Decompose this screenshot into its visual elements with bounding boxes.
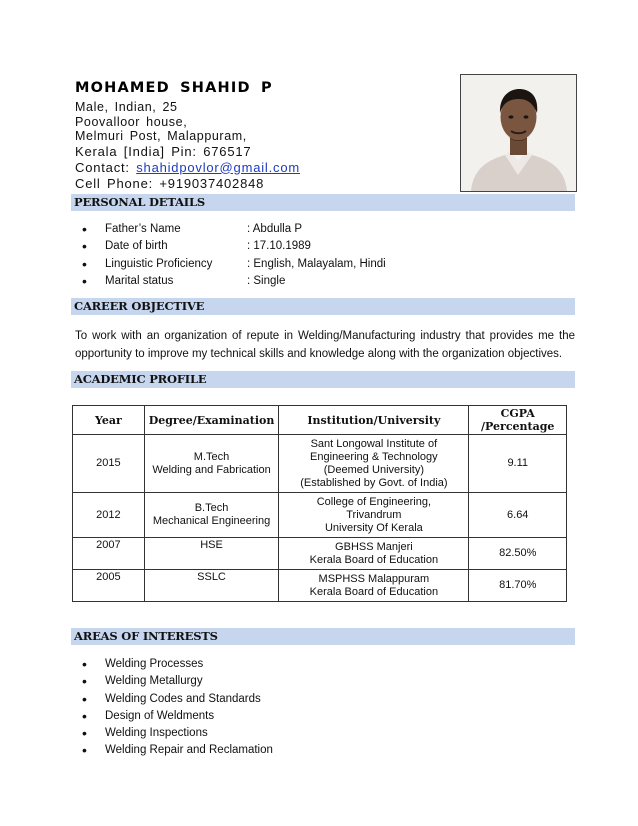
table-row (73, 570, 567, 602)
cell-score: 82.50% (469, 538, 567, 570)
institution-line: MSPHSS Malappuram (318, 572, 430, 585)
candidate-name: MOHAMED SHAHID P (75, 80, 273, 96)
section-career-objective: CAREER OBJECTIVE (71, 298, 575, 315)
list-item (82, 256, 386, 273)
detail-value: : Single (247, 274, 286, 287)
table-row (73, 435, 567, 493)
list-item: • Welding Processes (82, 656, 273, 673)
detail-label: Marital status (105, 274, 174, 287)
cell-institution (279, 538, 469, 570)
institution-line: Engineering & Technology (310, 450, 438, 463)
address-line-2: Melmuri Post, Malappuram, (75, 129, 247, 143)
list-item (82, 221, 386, 238)
personal-details-list (82, 221, 386, 290)
profile-photo (460, 74, 577, 192)
degree-line: Welding and Fabrication (152, 463, 271, 476)
degree-line: SSLC (197, 571, 226, 583)
list-item: • Welding Repair and Reclamation (82, 742, 273, 759)
header-score: CGPA /Percentage (469, 406, 567, 435)
list-item (82, 238, 386, 255)
detail-value: : 17.10.1989 (247, 240, 311, 253)
cell-score: 6.64 (469, 493, 567, 538)
cell-degree (144, 538, 278, 570)
header-year: Year (73, 406, 145, 435)
section-areas-of-interests: AREAS OF INTERESTS (71, 628, 575, 645)
demographics-line: Male, Indian, 25 (75, 100, 178, 114)
detail-label: Date of birth (105, 240, 168, 253)
list-item (82, 273, 386, 290)
detail-label: Father’s Name (105, 223, 181, 235)
contact-line (75, 160, 455, 176)
cell-institution (279, 435, 469, 493)
email-link[interactable]: shahidpovlor@gmail.com (136, 159, 300, 175)
cell-score: 9.11 (469, 435, 567, 493)
degree-line: HSE (200, 539, 223, 551)
cell-degree (144, 435, 278, 493)
institution-line: College of Engineering, (316, 495, 432, 508)
institution-line: (Established by Govt. of India) (300, 476, 448, 489)
degree-line: Mechanical Engineering (152, 515, 271, 527)
phone-line: Cell Phone: +919037402848 (75, 175, 265, 191)
detail-value: : Abdulla P (247, 223, 302, 235)
degree-line: B.Tech (194, 502, 229, 514)
interests-list (82, 656, 273, 760)
cell-degree (144, 493, 278, 538)
list-item: • Welding Metallurgy (82, 673, 273, 690)
detail-label: Linguistic Proficiency (105, 257, 213, 270)
cell-year: 2007 (73, 538, 145, 570)
cell-institution (279, 493, 469, 538)
institution-line: Trivandrum (346, 508, 402, 521)
detail-value: : English, Malayalam, Hindi (247, 257, 386, 270)
cell-year: 2012 (73, 493, 145, 538)
list-item: • Welding Inspections (82, 725, 273, 742)
table-header-row (73, 406, 567, 435)
academic-table (72, 405, 567, 602)
institution-line: Kerala Board of Education (309, 585, 439, 598)
cell-score: 81.70% (469, 570, 567, 602)
cell-year: 2005 (73, 570, 145, 602)
list-item: • Welding Codes and Standards (82, 691, 273, 708)
header-degree: Degree/Examination (144, 406, 278, 435)
contact-header (75, 80, 455, 192)
career-objective-text: To work with an organization of repute in Welding/Manufacturing industry that provides me the opportunity to improve my technical skills and knowledge along with the organization objectives. (75, 330, 575, 360)
address-line-1: Poovalloor house, (75, 114, 188, 129)
cell-degree (144, 570, 278, 602)
list-item: • Design of Weldments (82, 708, 273, 725)
institution-line: GBHSS Manjeri (335, 540, 413, 553)
section-personal-details: PERSONAL DETAILS (71, 194, 575, 211)
contact-label: Contact: (75, 159, 137, 175)
institution-line: University Of Kerala (324, 521, 423, 534)
institution-line: Kerala Board of Education (309, 553, 439, 566)
address-line-3: Kerala [India] Pin: 676517 (75, 143, 252, 159)
cell-year: 2015 (73, 435, 145, 493)
institution-line: (Deemed University) (323, 463, 424, 476)
portrait-image (461, 75, 576, 191)
table-row (73, 538, 567, 570)
table-row (73, 493, 567, 538)
cell-institution (279, 570, 469, 602)
degree-line: M.Tech (193, 450, 230, 463)
institution-line: Sant Longowal Institute of (310, 437, 438, 450)
section-academic-profile: ACADEMIC PROFILE (71, 371, 575, 388)
header-institution: Institution/University (279, 406, 469, 435)
